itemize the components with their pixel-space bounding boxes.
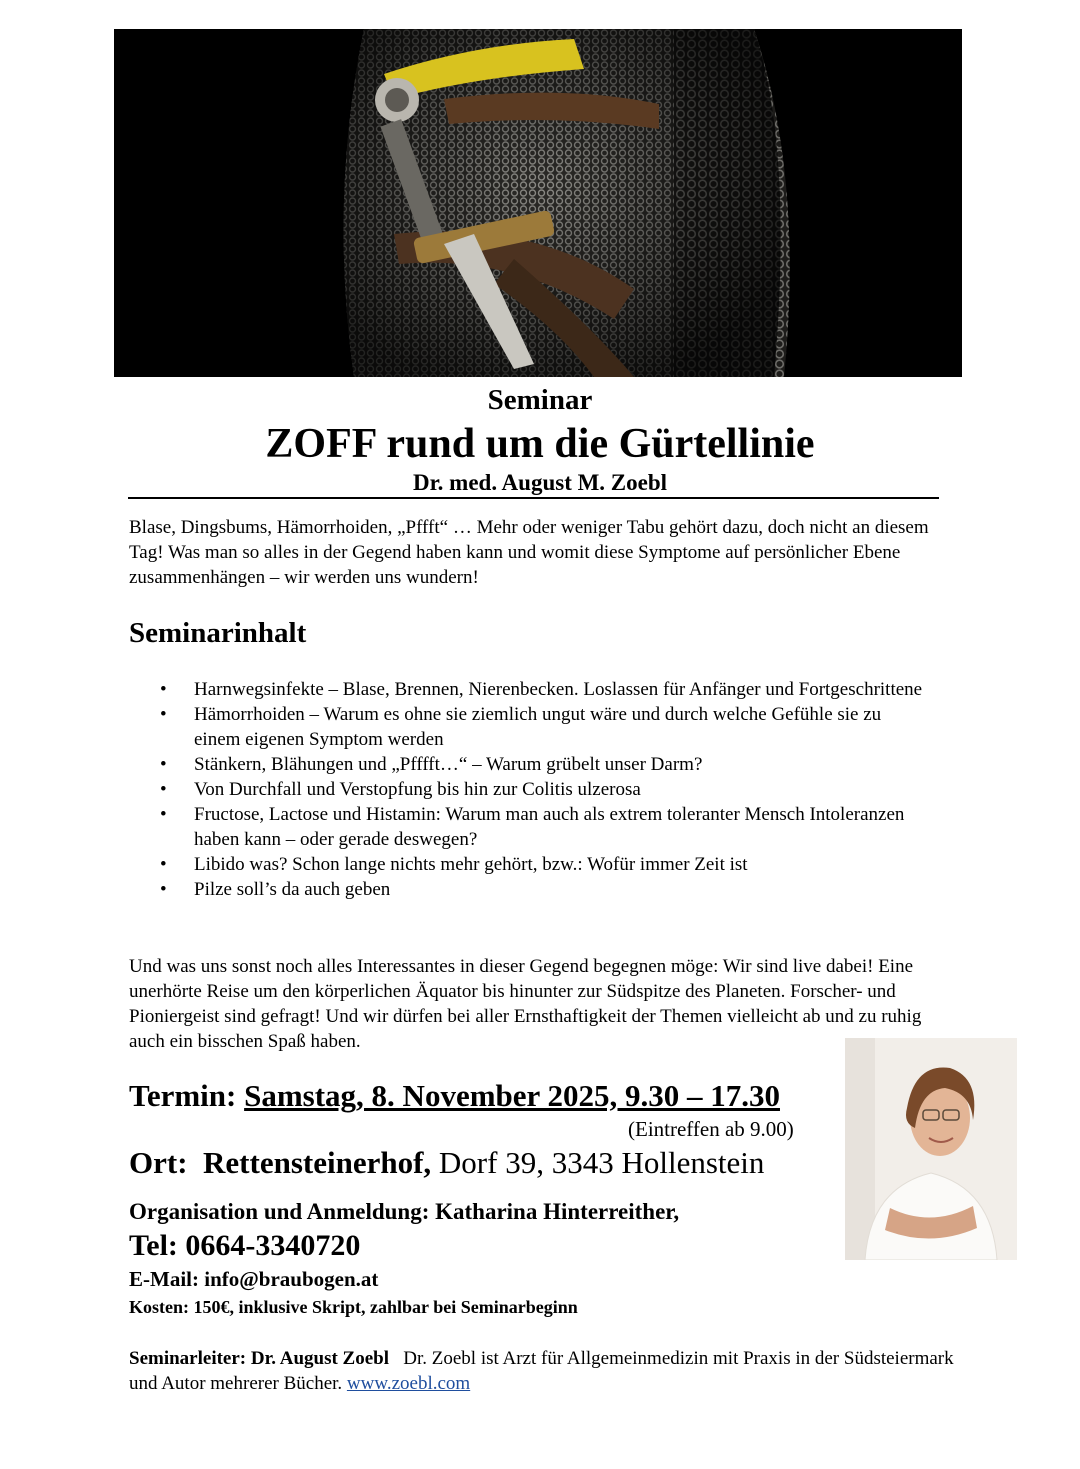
chainmail-armor-illustration	[114, 29, 962, 377]
portrait-illustration	[845, 1038, 1017, 1260]
hero-image	[114, 29, 962, 377]
phone-number: Tel: 0664-3340720	[129, 1229, 361, 1262]
event-location	[129, 1145, 764, 1181]
ort-name: Rettensteinerhof,	[203, 1145, 432, 1180]
list-item: • Pilze soll’s da auch geben	[129, 877, 929, 902]
arrival-time: (Eintreffen ab 9.00)	[628, 1117, 794, 1141]
email-address: E-Mail: info@braubogen.at	[129, 1267, 379, 1291]
organisation-contact: Organisation und Anmeldung: Katharina Hinterreither,	[129, 1199, 680, 1224]
author-name: Dr. med. August M. Zoebl	[412, 470, 668, 495]
leader-bio: Dr. Zoebl ist Arzt für Allgemeinmedizin mit Praxis in der Südsteiermark und Autor mehrerer Bücher.	[129, 1348, 954, 1394]
list-item: • Hämorrhoiden – Warum es ohne sie ziemlich ungut wäre und durch welche Gefühle sie zu einem eigenen Symptom werden	[129, 702, 929, 752]
website-link[interactable]: www.zoebl.com	[346, 1373, 471, 1394]
author-photo	[845, 1038, 1017, 1260]
leader-paragraph	[129, 1346, 959, 1396]
intro-paragraph: Blase, Dingsbums, Hämorrhoiden, „Pffft“ … Mehr oder weniger Tabu gehört dazu, doch nicht an diesem Tag! Was man so alles in der Gegend haben kann und womit diese Symptome auf persönlicher Ebene zusammenhängen – wir werden uns wundern!	[129, 517, 929, 588]
list-item: • Von Durchfall und Verstopfung bis hin zur Colitis ulzerosa	[129, 777, 929, 802]
title-divider	[128, 497, 939, 499]
list-item: • Harnwegsinfekte – Blase, Brennen, Nierenbecken. Loslassen für Anfänger und Fortgeschrittene	[129, 677, 929, 702]
outro-paragraph: Und was uns sonst noch alles Interessantes in dieser Gegend begegnen möge: Wir sind live dabei! Eine unerhörte Reise um den körperlichen Äquator bis hinunter zur Südspitze des Planeten. Forscher- und Pioniergeist sind gefragt! Und wir dürfen bei aller Ernsthaftigkeit der Themen vielleicht ab und zu ruhig auch ein bisschen Spaß haben.	[129, 956, 922, 1052]
cost-info: Kosten: 150€, inklusive Skript, zahlbar bei Seminarbeginn	[129, 1297, 578, 1317]
list-item: • Libido was? Schon lange nichts mehr gehört, bzw.: Wofür immer Zeit ist	[129, 852, 929, 877]
list-item: • Fructose, Lactose und Histamin: Warum man auch als extrem toleranter Mensch Intoleranzen haben kann – oder gerade deswegen?	[129, 802, 929, 852]
list-item: • Stänkern, Blähungen und „Pfffft…“ – Warum grübelt unser Darm?	[129, 752, 929, 777]
event-date	[129, 1078, 780, 1114]
seminar-kicker: Seminar	[487, 384, 593, 416]
ort-address: Dorf 39, 3343 Hollenstein	[438, 1145, 765, 1180]
topic-list	[129, 677, 929, 902]
section-heading: Seminarinhalt	[129, 617, 307, 649]
page-title: ZOFF rund um die Gürtellinie	[265, 421, 815, 467]
termin-value: Samstag, 8. November 2025, 9.30 – 17.30	[244, 1078, 780, 1113]
leader-label: Seminarleiter: Dr. August Zoebl	[129, 1348, 390, 1369]
termin-label: Termin:	[129, 1078, 237, 1113]
ort-label: Ort:	[129, 1145, 188, 1180]
